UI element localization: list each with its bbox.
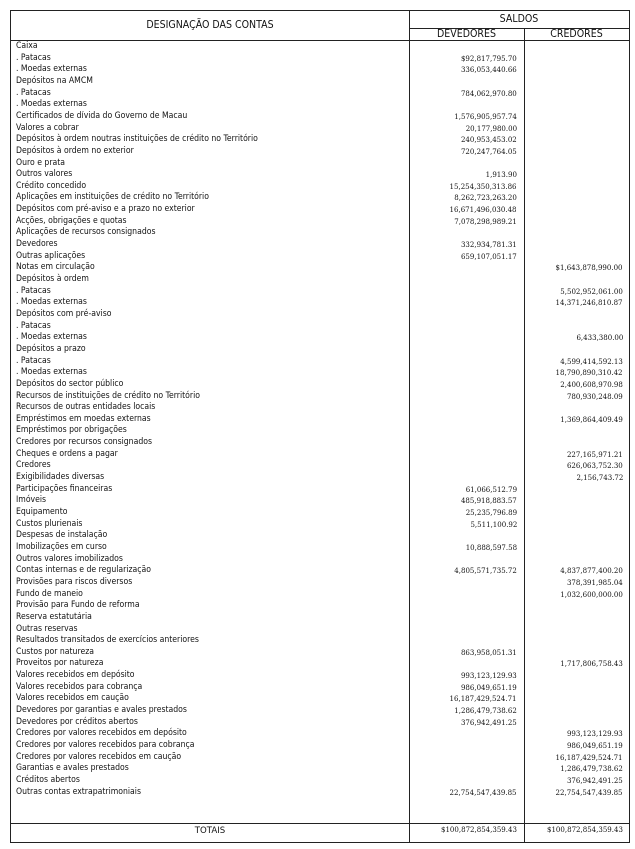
credores-value: 18,790,890,310.42 xyxy=(555,368,623,378)
table-row xyxy=(11,204,629,216)
credores-value: $1,643,878,990.00 xyxy=(555,263,623,273)
table-row xyxy=(11,752,629,764)
account-name: Depósitos à ordem noutras instituições de crédito no Território xyxy=(16,134,258,145)
devedores-value: 863,958,051.31 xyxy=(461,647,517,657)
credores-value: 378,391,985.04 xyxy=(567,577,623,587)
devedores-value: 993,123,129.93 xyxy=(461,671,517,681)
account-name: . Patacas xyxy=(16,285,51,296)
account-name: Ouro e prata xyxy=(16,157,66,168)
devedores-value: 4,805,571,735.72 xyxy=(454,566,517,576)
account-name: Imobilizações em curso xyxy=(16,541,107,552)
account-name: Caixa xyxy=(16,41,38,51)
table-row xyxy=(11,123,629,135)
credores-value: 6,433,380.00 xyxy=(576,333,623,343)
table-row xyxy=(11,402,629,414)
account-name: Equipamento xyxy=(16,507,68,517)
account-name: Crédito concedido xyxy=(16,180,87,191)
table-row xyxy=(11,647,629,659)
account-name: Depósitos à ordem xyxy=(16,274,89,284)
account-name: Imóveis xyxy=(16,495,47,506)
account-name: . Moedas externas xyxy=(16,64,87,75)
table-row xyxy=(11,460,629,472)
table-row xyxy=(11,437,629,449)
devedores-value: 659,107,051.17 xyxy=(461,251,517,261)
account-name: Valores recebidos em depósito xyxy=(16,670,135,681)
table-row xyxy=(11,274,629,286)
devedores-value: 15,254,350,313.86 xyxy=(449,181,517,191)
account-name: . Moedas externas xyxy=(16,297,87,308)
totals-credores: $100,872,854,359.43 xyxy=(547,825,623,834)
credores-value: 4,837,877,400.20 xyxy=(560,566,623,576)
table-row xyxy=(11,740,629,752)
account-name: Despesas de instalação xyxy=(16,530,108,541)
credores-value: 22,754,547,439.85 xyxy=(555,787,623,797)
balance-table xyxy=(10,10,630,843)
account-name: Aplicações em instituições de crédito no Território xyxy=(16,192,209,203)
account-name: Proveitos por natureza xyxy=(16,658,104,669)
account-name: Depósitos a prazo xyxy=(16,343,86,354)
account-name: Empréstimos por obrigações xyxy=(16,425,127,436)
credores-value: 1,032,600,000.00 xyxy=(560,589,623,599)
devedores-value: 22,754,547,439.85 xyxy=(449,787,517,797)
table-row xyxy=(11,379,629,391)
credores-value: 1,369,864,409.49 xyxy=(560,414,623,424)
account-name: Resultados transitados de exercícios anteriores xyxy=(16,635,199,646)
account-name: . Patacas xyxy=(16,52,51,63)
table-row xyxy=(11,76,629,88)
table-row xyxy=(11,41,629,53)
table-row xyxy=(11,309,629,321)
table-row xyxy=(11,332,629,344)
account-name: Valores a cobrar xyxy=(16,122,79,133)
table-row xyxy=(11,216,629,228)
table-row xyxy=(11,367,629,379)
table-row xyxy=(11,565,629,577)
table-row xyxy=(11,530,629,542)
account-name: Outros valores xyxy=(16,169,73,180)
account-name: Cheques e ordens a pagar xyxy=(16,448,118,459)
account-name: Recursos de instituições de crédito no Território xyxy=(16,390,200,401)
account-name: Exigibilidades diversas xyxy=(16,472,105,483)
account-name: Outras contas extrapatrimoniais xyxy=(16,786,141,797)
credores-value: 993,123,129.93 xyxy=(567,729,623,739)
totals-devedores: $100,872,854,359.43 xyxy=(441,825,517,834)
table-row xyxy=(11,775,629,787)
account-name: Empréstimos em moedas externas xyxy=(16,413,151,424)
credores-value: 5,502,952,061.00 xyxy=(560,286,623,296)
credores-value: 780,930,248.09 xyxy=(567,391,623,401)
table-row xyxy=(11,519,629,531)
account-name: Outros valores imobilizados xyxy=(16,553,123,564)
devedores-value: 240,953,453.02 xyxy=(461,135,517,145)
table-row xyxy=(11,589,629,601)
account-name: Aplicações de recursos consignados xyxy=(16,227,156,238)
devedores-value: 5,511,100.92 xyxy=(470,519,517,529)
credores-value: 376,942,491.25 xyxy=(567,775,623,785)
table-row xyxy=(11,53,629,65)
account-name: Contas internas e de regularização xyxy=(16,565,151,576)
devedores-value: 20,177,980.00 xyxy=(465,123,517,133)
credores-value: 1,286,479,738.62 xyxy=(560,764,623,774)
account-name: Credores por valores recebidos para cobrança xyxy=(16,740,195,750)
account-name: Credores por valores recebidos em caução xyxy=(16,751,182,762)
table-row xyxy=(11,227,629,239)
table-row xyxy=(11,99,629,111)
table-row xyxy=(11,612,629,624)
account-name: Acções, obrigações e quotas xyxy=(16,215,127,226)
account-name: Custos plurienais xyxy=(16,518,83,529)
credores-value: 2,400,608,970.98 xyxy=(560,379,623,389)
devedores-value: 1,286,479,738.62 xyxy=(454,706,517,716)
account-name: . Moedas externas xyxy=(16,99,87,110)
totals-label: TOTAIS xyxy=(194,826,226,836)
account-name: . Moedas externas xyxy=(16,332,87,343)
account-name: Garantias e avales prestados xyxy=(16,763,129,774)
table-row xyxy=(11,134,629,146)
header-saldos: SALDOS xyxy=(499,13,539,25)
table-row xyxy=(11,577,629,589)
credores-value: 1,717,806,758.43 xyxy=(560,659,623,669)
account-name: Depósitos à ordem no exterior xyxy=(16,145,134,156)
table-row xyxy=(11,158,629,170)
account-name: Outras reservas xyxy=(16,623,78,634)
account-name: Créditos abertos xyxy=(16,774,80,785)
table-row xyxy=(11,146,629,158)
credores-value: 227,165,971.21 xyxy=(567,449,623,459)
table-row xyxy=(11,425,629,437)
table-row xyxy=(11,787,629,799)
account-name: . Patacas xyxy=(16,355,51,366)
table-row xyxy=(11,624,629,636)
table-row xyxy=(11,251,629,263)
devedores-value: 1,576,905,957.74 xyxy=(454,111,517,121)
header-designacao: DESIGNAÇÃO DAS CONTAS xyxy=(146,19,274,31)
table-row xyxy=(11,344,629,356)
table-row xyxy=(11,449,629,461)
account-name: Provisões para riscos diversos xyxy=(16,576,133,587)
account-name: Devedores xyxy=(16,239,58,250)
account-name: Devedores por créditos abertos xyxy=(16,716,138,727)
account-name: Depósitos na AMCM xyxy=(16,75,93,86)
account-name: Provisão para Fundo de reforma xyxy=(16,600,140,611)
table-row xyxy=(11,658,629,670)
table-row xyxy=(11,705,629,717)
totals-divider xyxy=(11,823,629,824)
table-row xyxy=(11,495,629,507)
devedores-value: 332,934,781.31 xyxy=(461,240,517,250)
table-row xyxy=(11,542,629,554)
table-row xyxy=(11,728,629,740)
table-row xyxy=(11,169,629,181)
table-row xyxy=(11,64,629,76)
account-name: Fundo de maneio xyxy=(16,588,83,599)
account-name: Outras aplicações xyxy=(16,250,86,261)
credores-value: 14,371,246,810.87 xyxy=(555,298,623,308)
table-row xyxy=(11,192,629,204)
table-row xyxy=(11,181,629,193)
account-name: . Moedas externas xyxy=(16,367,87,378)
table-row xyxy=(11,554,629,566)
account-name: Valores recebidos para cobrança xyxy=(16,681,143,692)
devedores-value: 7,078,298,989.21 xyxy=(454,216,517,226)
credores-value: 4,599,414,592.13 xyxy=(560,356,623,366)
table-row xyxy=(11,111,629,123)
table-row xyxy=(11,717,629,729)
devedores-value: 1,913.90 xyxy=(485,170,517,180)
account-name: Depósitos com pré-aviso e a prazo no exterior xyxy=(16,204,195,215)
account-name: Notas em circulação xyxy=(16,262,95,273)
table-row xyxy=(11,286,629,298)
devedores-value: 25,235,796.89 xyxy=(465,508,517,517)
table-row xyxy=(11,391,629,403)
table-row xyxy=(11,693,629,705)
table-row xyxy=(11,600,629,612)
devedores-value: 16,187,429,524.71 xyxy=(449,694,517,704)
devedores-value: $92,817,795.70 xyxy=(461,53,517,63)
devedores-value: 10,888,597.58 xyxy=(465,542,517,552)
table-row xyxy=(11,414,629,426)
table-row xyxy=(11,472,629,484)
table-row xyxy=(11,239,629,251)
credores-value: 986,049,651.19 xyxy=(567,741,623,750)
account-name: Depósitos com pré-aviso xyxy=(16,308,112,319)
account-name: . Patacas xyxy=(16,87,51,98)
devedores-value: 986,049,651.19 xyxy=(461,682,517,692)
account-name: Devedores por garantias e avales prestados xyxy=(16,705,187,716)
table-row xyxy=(11,88,629,100)
account-name: Valores recebidos em caução xyxy=(16,693,129,704)
table-row xyxy=(11,321,629,333)
account-name: Reserva estatutária xyxy=(16,611,92,622)
account-name: Credores por recursos consignados xyxy=(16,437,152,448)
account-name: Participações financeiras xyxy=(16,483,113,494)
credores-value: 626,063,752.30 xyxy=(567,461,623,471)
credores-value: 16,187,429,524.71 xyxy=(555,752,623,762)
account-name: Depósitos do sector público xyxy=(16,378,124,389)
header-devedores: DEVEDORES xyxy=(437,28,496,40)
account-name: Certificados de dívida do Governo de Macau xyxy=(16,110,188,121)
devedores-value: 61,066,512.79 xyxy=(465,484,517,494)
table-row xyxy=(11,682,629,694)
devedores-value: 336,053,440.66 xyxy=(461,65,517,75)
account-name: Credores por valores recebidos em depósito xyxy=(16,728,187,739)
account-name: Recursos de outras entidades locais xyxy=(16,402,156,413)
account-name: Custos por natureza xyxy=(16,646,95,657)
table-row xyxy=(11,507,629,519)
header-credores: CREDORES xyxy=(550,28,603,40)
devedores-value: 376,942,491.25 xyxy=(461,717,517,727)
table-row xyxy=(11,484,629,496)
table-row xyxy=(11,635,629,647)
devedores-value: 485,918,883.57 xyxy=(461,496,517,506)
devedores-value: 720,247,764.05 xyxy=(461,146,517,156)
table-row xyxy=(11,356,629,368)
credores-value: 2,156,743.72 xyxy=(576,473,623,483)
devedores-value: 16,671,496,030.48 xyxy=(449,205,517,215)
table-row xyxy=(11,262,629,274)
account-name: Credores xyxy=(16,460,51,471)
table-row xyxy=(11,297,629,309)
table-row xyxy=(11,670,629,682)
table-row xyxy=(11,763,629,775)
devedores-value: 8,262,723,263.20 xyxy=(454,193,517,203)
devedores-value: 784,062,970.80 xyxy=(461,88,517,98)
account-name: . Patacas xyxy=(16,320,51,331)
